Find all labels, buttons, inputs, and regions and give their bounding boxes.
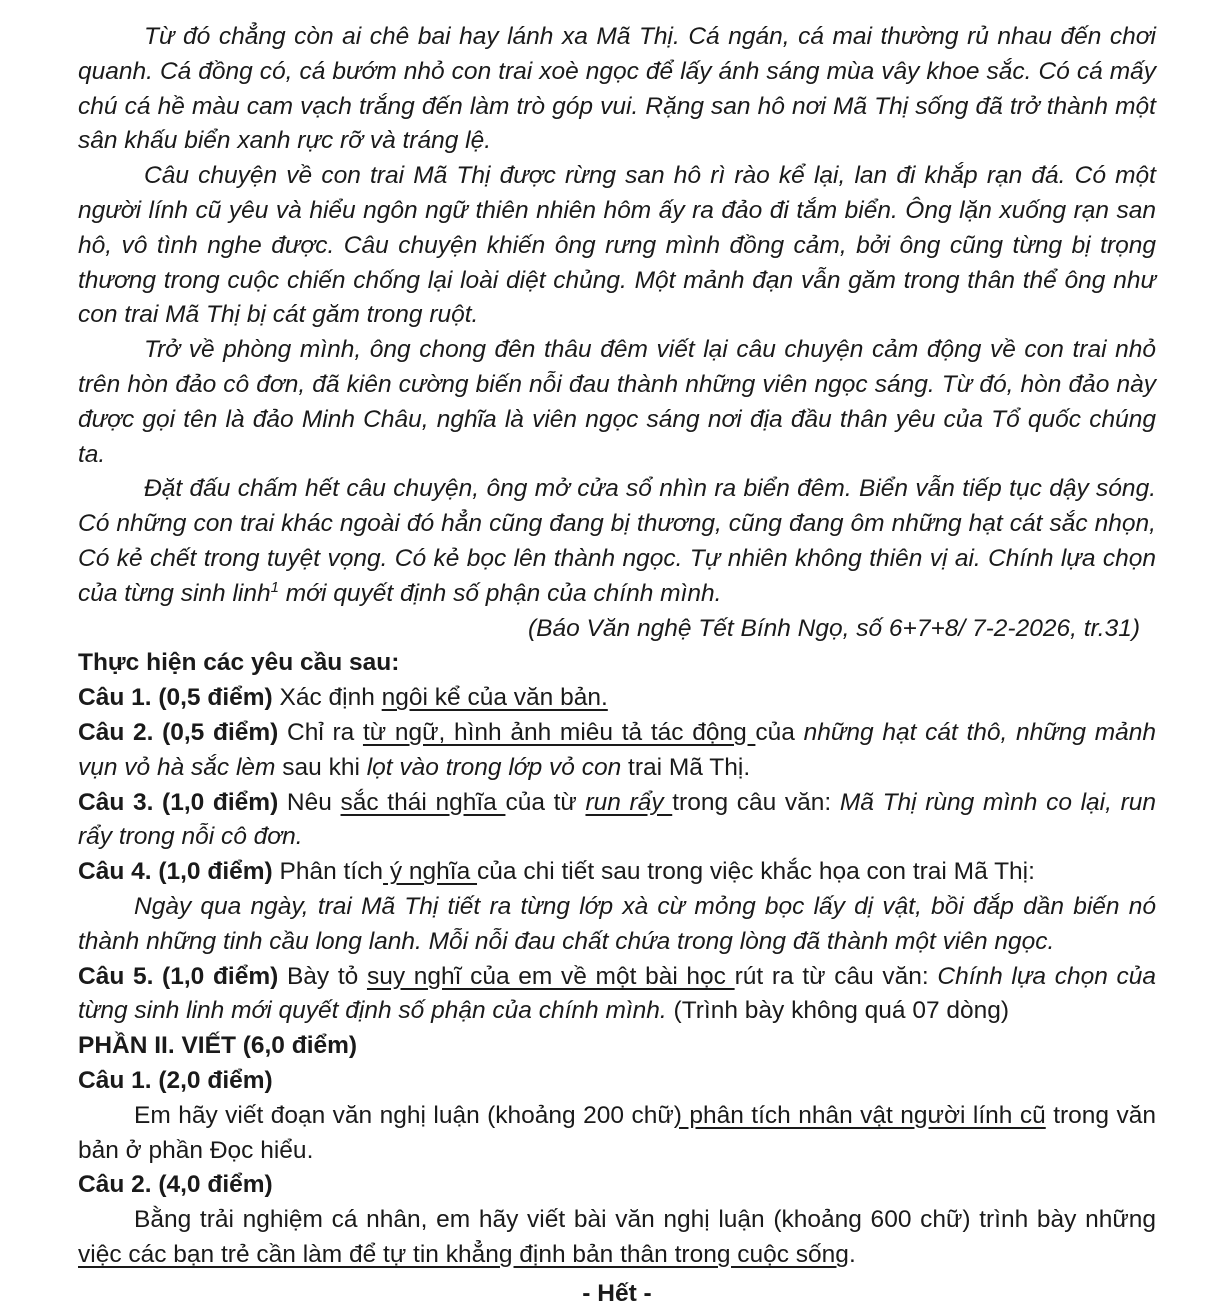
- question-label: Câu 1. (0,5 điểm): [78, 684, 273, 712]
- writing-question-2: [78, 1203, 1156, 1273]
- question-text: Bày tỏ: [278, 962, 367, 990]
- part-2-heading: PHẦN II. VIẾT (6,0 điểm): [78, 1032, 358, 1060]
- question-1: [78, 681, 1156, 716]
- question-underlined-text: ) phân tích nhân vật người lính cũ: [673, 1101, 1046, 1129]
- story-paragraph: Từ đó chẳng còn ai chê bai hay lánh xa Mã Thị. Cá ngán, cá mai thường rủ nhau đến chơi quanh. Cá đồng có, cá bướm nhỏ con trai xoè ngọc để lấy ánh sáng mùa vây khoe sắc. Có cá mấy chú cá hề màu cam vạch trắng đến làm trò góp vui. Rặng san hô nơi Mã Thị sống đã trở thành một sân khấu biển xanh rực rỡ và tráng lệ.: [78, 23, 1156, 155]
- question-underlined-text: từ ngữ, hình ảnh miêu tả tác động: [362, 718, 756, 746]
- end-marker: - Hết -: [582, 1279, 652, 1307]
- question-italic-text: những hạt cát thô, những mảnh vụn vỏ hà sắc lèm: [78, 718, 1156, 781]
- footnote-marker: 1: [270, 578, 279, 596]
- question-3: [78, 786, 1156, 856]
- question-text: .: [848, 1240, 856, 1268]
- question-underlined-text: việc các bạn trẻ cần làm để tự tin khẳng định bản thân trong cuộc sống: [78, 1240, 849, 1268]
- question-text: của từ: [505, 788, 586, 816]
- question-text: rút ra từ câu văn:: [734, 962, 938, 990]
- writing-question-2-label: Câu 2. (4,0 điểm): [78, 1171, 273, 1199]
- writing-question-1-label: Câu 1. (2,0 điểm): [78, 1066, 273, 1094]
- question-text: trong văn bản ở phần Đọc hiểu.: [78, 1101, 1156, 1164]
- tasks-heading: Thực hiện các yêu cầu sau:: [78, 649, 400, 677]
- question-text: trong câu văn:: [672, 788, 840, 816]
- question-label: Câu 3. (1,0 điểm): [78, 788, 279, 816]
- question-text: Bằng trải nghiệm cá nhân, em hãy viết bài văn nghị luận (khoảng 600 chữ) trình bày những: [134, 1206, 1156, 1234]
- question-5: [78, 960, 1156, 1030]
- question-label: Câu 5. (1,0 điểm): [78, 962, 279, 990]
- writing-question-1: [78, 1099, 1156, 1169]
- source-citation: (Báo Văn nghệ Tết Bính Ngọ, số 6+7+8/ 7-2-2026, tr.31): [528, 614, 1140, 642]
- question-italic-text: Chính lựa chọn của từng sinh linh mới quyết định số phận của chính mình.: [78, 962, 1156, 1025]
- question-text: Chỉ ra: [278, 718, 363, 746]
- question-text: trai Mã Thị.: [621, 753, 751, 781]
- question-text: sau khi: [275, 753, 367, 781]
- story-text-run: mới quyết định số phận của chính mình.: [278, 579, 722, 607]
- story-paragraph: Câu chuyện về con trai Mã Thị được rừng san hô rì rào kể lại, lan đi khắp rạn đá. Có một người lính cũ yêu và hiểu ngôn ngữ thiên nhiên hôm ấy ra đảo đi tắm biển. Ông lặn xuống rạn san hô, vô tình nghe được. Câu chuyện khiến ông rưng mình đồng cảm, bởi ông cũng từng bị trọng thương trong cuộc chiến chống lại loài diệt chủng. Một mảnh đạn vẫn găm trong thân thể ông như con trai Mã Thị bị cát găm trong ruột.: [78, 162, 1156, 329]
- question-underlined-text: ngôi kể của văn bản.: [381, 684, 608, 712]
- story-text-run: Đặt đấu chấm hết câu chuyện, ông mở cửa sổ nhìn ra biển đêm. Biển vẫn tiếp tục dậy sóng. Có những con trai khác ngoài đó hẳn cũng đang bị thương, cũng đang ôm những hạt cát sắc nhọn, Có kẻ chết trong tuyệt vọng. Có kẻ bọc lên thành ngọc. Tự nhiên không thiên vị ai. Chính lựa chọn của từng sinh linh: [78, 475, 1156, 607]
- question-italic-text: lọt vào trong lớp vỏ con: [366, 753, 622, 781]
- question-4-quote: Ngày qua ngày, trai Mã Thị tiết ra từng lớp xà cừ mỏng bọc lấy dị vật, bồi đắp dần biến nó thành những tinh cầu long lanh. Mỗi nỗi đau chất chứa trong lòng đã thành một viên ngọc.: [78, 892, 1156, 955]
- question-2: [78, 716, 1156, 786]
- story-paragraph: [78, 472, 1156, 611]
- story-text: [78, 20, 1156, 612]
- question-label: Câu 4. (1,0 điểm): [78, 858, 273, 886]
- question-text: Phân tích: [272, 858, 384, 886]
- question-italic-underlined-text: run rẩy: [585, 788, 673, 816]
- question-text: Xác định: [272, 684, 382, 712]
- question-underlined-text: ý nghĩa: [383, 858, 478, 886]
- question-text: của chi tiết sau trong việc khắc họa con trai Mã Thị:: [477, 858, 1035, 886]
- question-text: Nêu: [278, 788, 341, 816]
- question-underlined-text: sắc thái nghĩa: [340, 788, 506, 816]
- question-text: Em hãy viết đoạn văn nghị luận (khoảng 200 chữ: [134, 1101, 674, 1129]
- story-paragraph: Trở về phòng mình, ông chong đên thâu đêm viết lại câu chuyện cảm động về con trai nhỏ trên hòn đảo cô đơn, đã kiên cường biến nỗi đau thành những viên ngọc sáng. Từ đó, hòn đảo này được gọi tên là đảo Minh Châu, nghĩa là viên ngọc sáng nơi địa đầu thân yêu của Tổ quốc chúng ta.: [78, 336, 1156, 468]
- question-text: của: [755, 718, 804, 746]
- question-text: (Trình bày không quá 07 dòng): [666, 997, 1010, 1025]
- question-italic-text: Mã Thị rùng mình co lại, run rẩy trong nỗi cô đơn.: [78, 788, 1157, 851]
- question-label: Câu 2. (0,5 điểm): [78, 718, 279, 746]
- question-underlined-text: suy nghĩ của em về một bài học: [366, 962, 735, 990]
- question-4: [78, 855, 1156, 890]
